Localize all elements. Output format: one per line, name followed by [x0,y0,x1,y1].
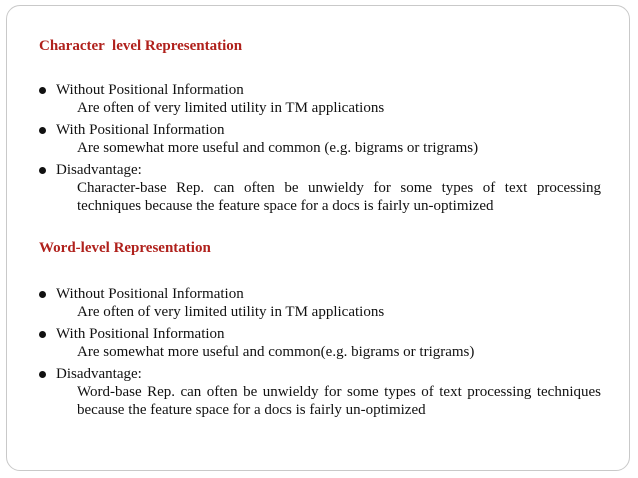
bullet-dot-icon [39,87,46,94]
bullet-dot-icon [39,371,46,378]
bullet-item [39,285,601,303]
bullet-detail: Word-base Rep. can often be unwieldy for some types of text processing techniques because the feature space for a docs is fairly un-optimized [77,384,601,418]
bullet-item [39,325,601,343]
bullet-dot-icon [39,127,46,134]
bullet-text: With Positional Information [56,326,225,342]
bullet-text: Disadvantage: [56,366,142,382]
bullet-item [39,81,601,99]
section-title-character-level: Character level Representation [39,38,243,54]
slide-content [39,37,601,419]
bullet-dot-icon [39,167,46,174]
section-title-word-level: Word-level Representation [39,240,211,256]
bullet-dot-icon [39,331,46,338]
bullet-item [39,121,601,139]
bullet-text: With Positional Information [56,122,225,138]
bullet-detail: Are somewhat more useful and common (e.g. bigrams or trigrams) [77,140,479,156]
bullet-detail: Character-base Rep. can often be unwieldy for some types of text processing techniques because the feature space for a docs is fairly un-optimized [77,180,601,214]
bullet-item [39,365,601,383]
bullet-detail: Are often of very limited utility in TM applications [77,304,385,320]
bullet-detail: Are often of very limited utility in TM applications [77,100,385,116]
bullet-detail: Are somewhat more useful and common(e.g. bigrams or trigrams) [77,344,475,360]
bullet-item [39,161,601,179]
bullet-dot-icon [39,291,46,298]
bullet-text: Disadvantage: [56,162,142,178]
bullet-text: Without Positional Information [56,286,244,302]
bullet-text: Without Positional Information [56,82,244,98]
